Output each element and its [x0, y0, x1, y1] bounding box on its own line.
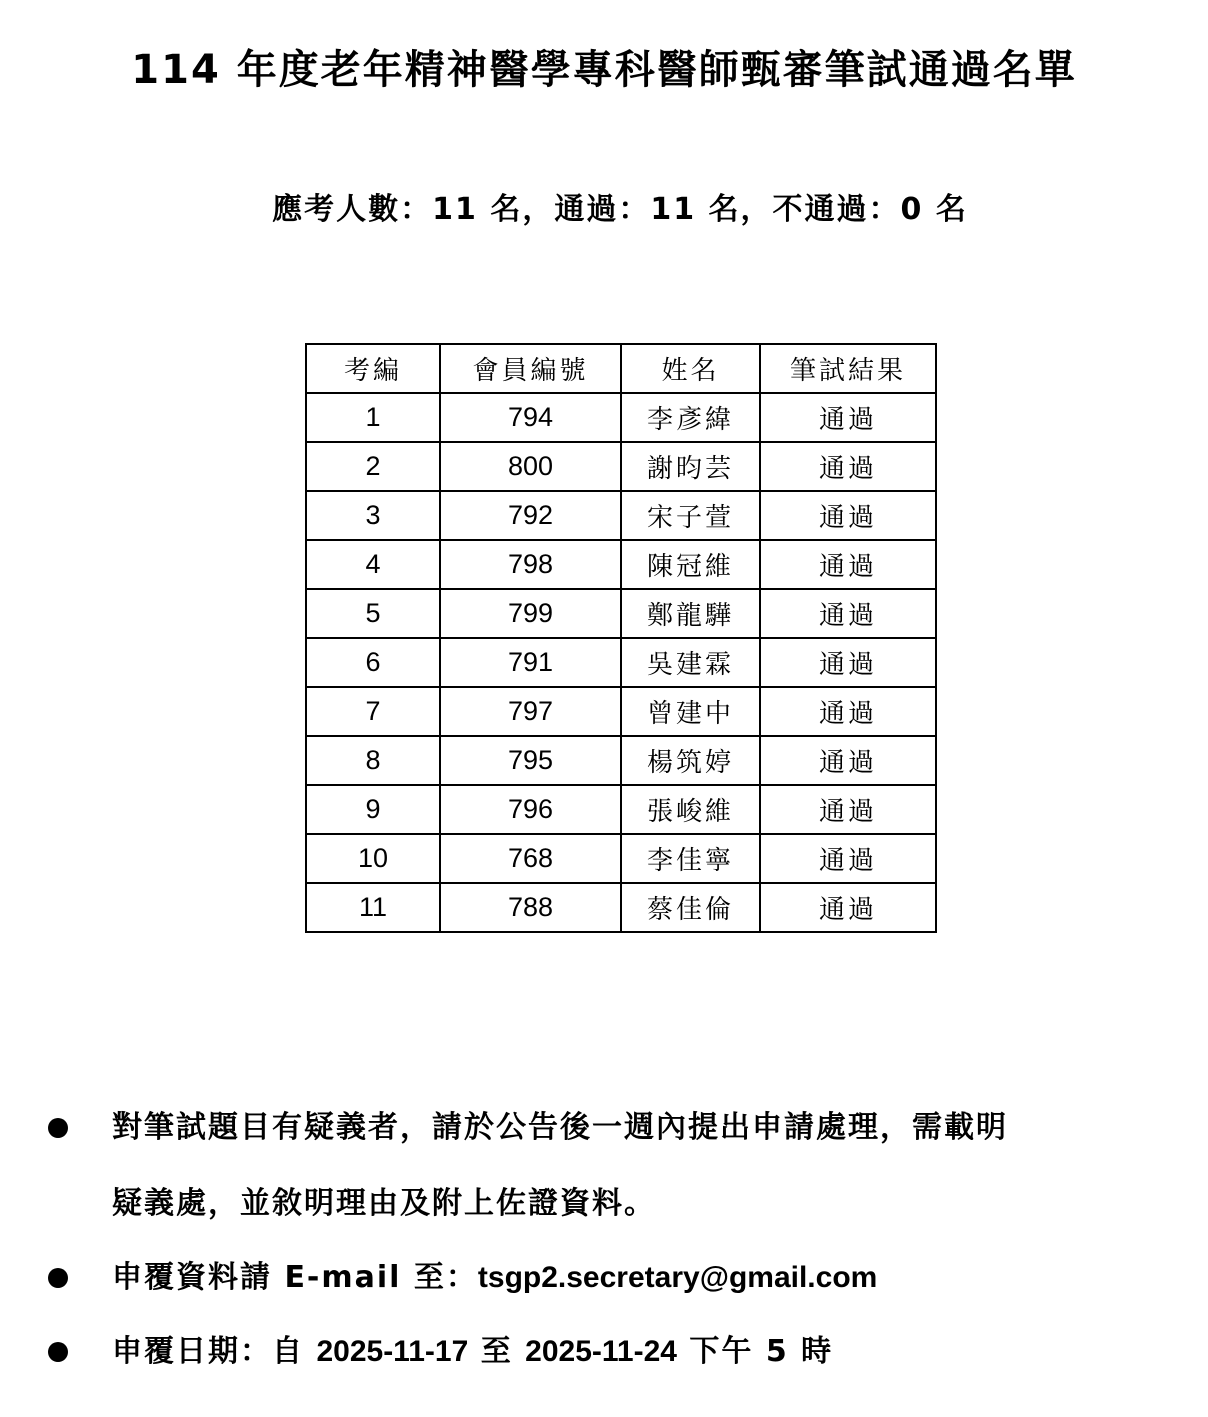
- header-row: [306, 344, 936, 393]
- cell-name: 鄭龍驊: [621, 589, 760, 638]
- bullet-icon: [48, 1268, 68, 1288]
- table-row: [306, 638, 936, 687]
- cell-exam-no: 10: [306, 834, 440, 883]
- cell-result: 通過: [760, 589, 936, 638]
- cell-result: 通過: [760, 442, 936, 491]
- cell-member-no: 792: [440, 491, 621, 540]
- header-result: 筆試結果: [760, 344, 936, 393]
- cell-result: 通過: [760, 687, 936, 736]
- date-prefix: 申覆日期：自: [112, 1334, 317, 1369]
- page-title: 114 年度老年精神醫學專科醫師甄審筆試通過名單: [131, 47, 1077, 93]
- appeal-note-text: [112, 1090, 1172, 1242]
- cell-member-no: 794: [440, 393, 621, 442]
- cell-name: 宋子萱: [621, 491, 760, 540]
- cell-member-no: 799: [440, 589, 621, 638]
- bullet-icon: [48, 1118, 68, 1138]
- header-name: 姓名: [621, 344, 760, 393]
- cell-result: 通過: [760, 638, 936, 687]
- cell-result: 通過: [760, 785, 936, 834]
- cell-exam-no: 9: [306, 785, 440, 834]
- table-row: [306, 785, 936, 834]
- cell-name: 吳建霖: [621, 638, 760, 687]
- header-exam-no: 考編: [306, 344, 440, 393]
- cell-exam-no: 3: [306, 491, 440, 540]
- cell-name: 李彥緯: [621, 393, 760, 442]
- cell-name: 蔡佳倫: [621, 883, 760, 932]
- date-note-text: [112, 1314, 1172, 1390]
- table-row: [306, 393, 936, 442]
- cell-result: 通過: [760, 834, 936, 883]
- cell-name: 張峻維: [621, 785, 760, 834]
- cell-member-no: 797: [440, 687, 621, 736]
- date-start: 2025-11-17: [316, 1335, 469, 1368]
- cell-member-no: 796: [440, 785, 621, 834]
- cell-member-no: 791: [440, 638, 621, 687]
- cell-result: 通過: [760, 491, 936, 540]
- cell-exam-no: 11: [306, 883, 440, 932]
- appeal-line-1: 對筆試題目有疑義者，請於公告後一週內提出申請處理，需載明: [112, 1110, 1008, 1145]
- table-row: [306, 491, 936, 540]
- results-table-body: [306, 393, 936, 932]
- cell-exam-no: 8: [306, 736, 440, 785]
- table-row: [306, 442, 936, 491]
- bullet-icon: [48, 1342, 68, 1362]
- cell-result: 通過: [760, 883, 936, 932]
- results-table: [305, 343, 937, 933]
- cell-name: 李佳寧: [621, 834, 760, 883]
- cell-name: 曾建中: [621, 687, 760, 736]
- email-prefix: 申覆資料請 E-mail 至：: [112, 1260, 478, 1295]
- cell-name: 謝昀芸: [621, 442, 760, 491]
- cell-result: 通過: [760, 540, 936, 589]
- cell-member-no: 800: [440, 442, 621, 491]
- table-row: [306, 687, 936, 736]
- cell-exam-no: 4: [306, 540, 440, 589]
- date-end: 2025-11-24: [525, 1335, 677, 1368]
- results-table-header: [306, 344, 936, 393]
- cell-result: 通過: [760, 736, 936, 785]
- exam-summary: 應考人數：11 名，通過：11 名，不通過：0 名: [272, 192, 968, 227]
- appeal-line-2: 疑義處，並敘明理由及附上佐證資料。: [112, 1186, 656, 1221]
- table-row: [306, 540, 936, 589]
- email-address[interactable]: tsgp2.secretary@gmail.com: [477, 1261, 878, 1294]
- email-note-text: [112, 1240, 1172, 1316]
- table-row: [306, 736, 936, 785]
- cell-member-no: 788: [440, 883, 621, 932]
- cell-member-no: 795: [440, 736, 621, 785]
- cell-exam-no: 6: [306, 638, 440, 687]
- cell-member-no: 798: [440, 540, 621, 589]
- date-suffix: 下午 5 時: [676, 1334, 834, 1369]
- table-row: [306, 589, 936, 638]
- cell-result: 通過: [760, 393, 936, 442]
- table-row: [306, 834, 936, 883]
- cell-name: 楊筑婷: [621, 736, 760, 785]
- cell-member-no: 768: [440, 834, 621, 883]
- header-member-no: 會員編號: [440, 344, 621, 393]
- cell-name: 陳冠維: [621, 540, 760, 589]
- date-mid: 至: [468, 1334, 526, 1369]
- cell-exam-no: 2: [306, 442, 440, 491]
- cell-exam-no: 5: [306, 589, 440, 638]
- cell-exam-no: 7: [306, 687, 440, 736]
- table-row: [306, 883, 936, 932]
- cell-exam-no: 1: [306, 393, 440, 442]
